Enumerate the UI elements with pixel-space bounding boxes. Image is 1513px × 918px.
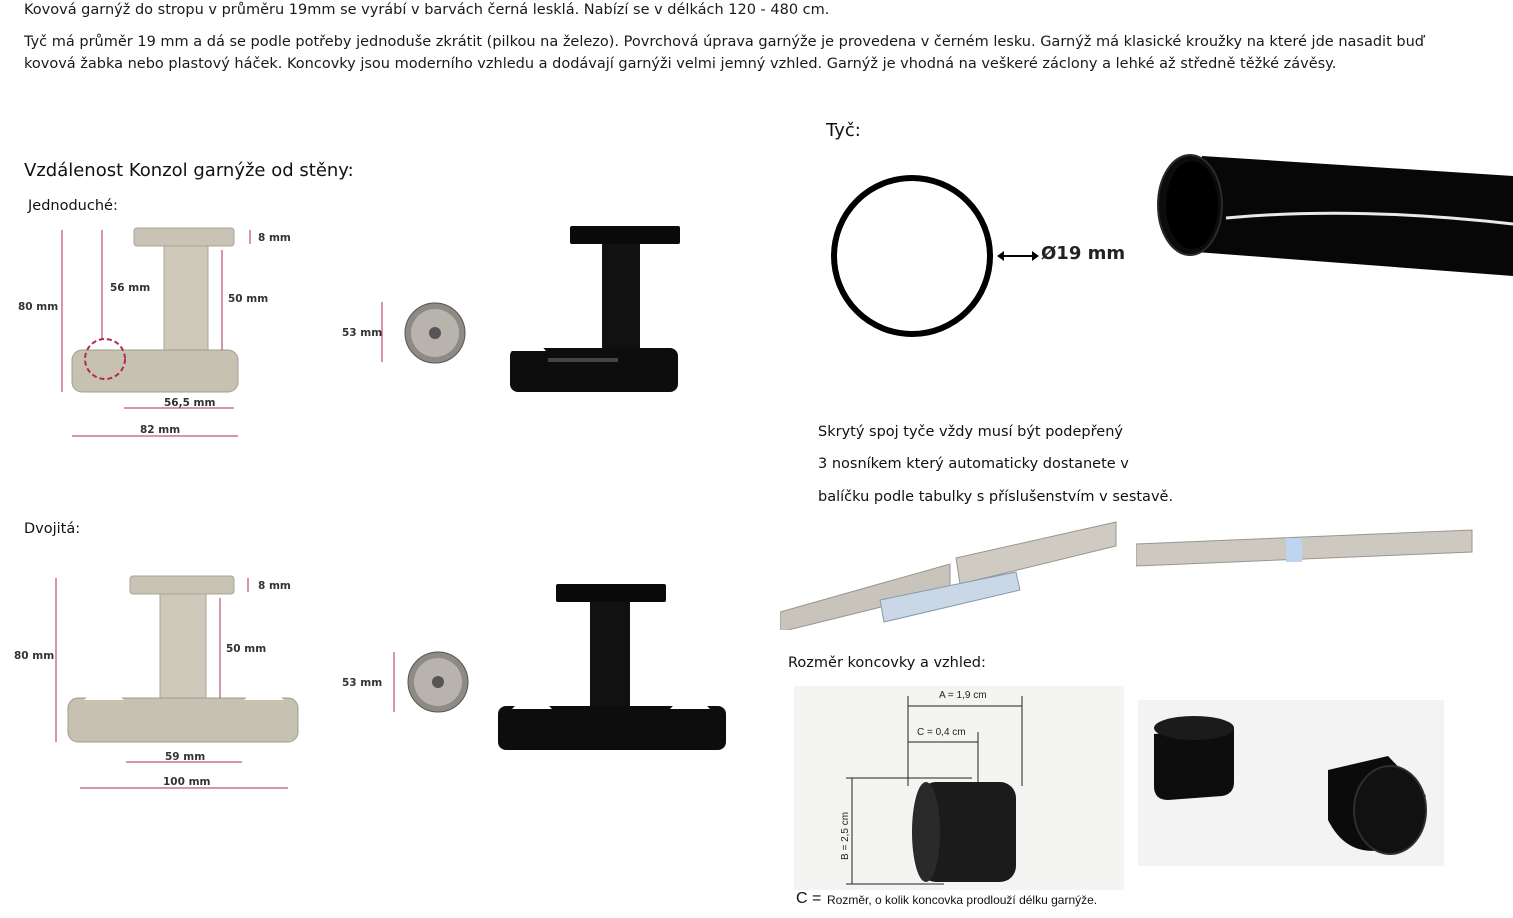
joint-note-line-3: balíčku podle tabulky s příslušenstvím v sestavě.	[818, 489, 1174, 505]
double-dim-80: 80 mm	[14, 650, 55, 662]
endcap-caption-prefix: C =	[796, 890, 822, 907]
rod-joint-closed-photo	[1136, 528, 1474, 582]
intro-line-2: Tyč má průměr 19 mm a dá se podle potřeby jednoduše zkrátit (pilkou na železo). Povrchová úprava garnýže je provedena v černém lesku. Garnýž má klasické kroužky na které jde nasadit buď kovová žabka nebo plastový háček. Koncovky jsou moderního vzhledu a dodávají garnýži velmi jemný vzhled. Garnýž je vhodná na veškeré záclony a lehké až středně těžké závěsy.	[24, 34, 1424, 72]
single-dim-80: 80 mm	[18, 301, 59, 313]
rod-heading: Tyč:	[826, 120, 861, 141]
endcap-heading: Rozměr koncovky a vzhled:	[788, 655, 986, 671]
double-dim-59: 59 mm	[165, 751, 206, 763]
rod-diameter-label: Ø19 mm	[1041, 243, 1126, 264]
endcap-dimension-diagram	[794, 686, 1124, 890]
intro-line-1: Kovová garnýž do stropu v průměru 19mm se vyrábí v barvách černá lesklá. Nabízí se v délkách 120 - 480 cm.	[24, 2, 830, 18]
endcap-product-photo	[1138, 700, 1444, 866]
endcap-dim-c: C = 0,4 cm	[917, 727, 966, 738]
double-bracket-diagram	[8, 570, 472, 806]
double-bracket-label: Dvojitá:	[24, 521, 81, 537]
diameter-arrow-icon	[996, 246, 1040, 266]
single-dim-56-5: 56,5 mm	[164, 397, 216, 409]
double-dim-50: 50 mm	[226, 643, 267, 655]
joint-note-line-2: 3 nosníkem který automaticky dostanete v	[818, 456, 1129, 472]
endcap-dim-b: B = 2,5 cm	[840, 811, 851, 860]
single-dim-8: 8 mm	[258, 232, 291, 244]
brackets-heading: Vzdálenost Konzol garnýže od stěny:	[24, 160, 354, 181]
joint-note-line-1: Skrytý spoj tyče vždy musí být podepřený	[818, 424, 1123, 440]
single-bracket-diagram	[12, 222, 468, 454]
single-dim-56: 56 mm	[110, 282, 151, 294]
rod-cross-section-diagram	[826, 172, 996, 342]
rod-joint-open-photo	[780, 518, 1118, 630]
endcap-dim-a: A = 1,9 cm	[939, 690, 987, 701]
double-bracket-black-photo	[496, 584, 728, 754]
black-rod-photo	[1156, 148, 1513, 280]
double-dim-8: 8 mm	[258, 580, 291, 592]
single-dim-50: 50 mm	[228, 293, 269, 305]
single-dim-53: 53 mm	[342, 327, 383, 339]
double-dim-53: 53 mm	[342, 677, 383, 689]
single-bracket-black-photo	[508, 226, 684, 396]
single-dim-82: 82 mm	[140, 424, 181, 436]
single-bracket-label: Jednoduché:	[28, 198, 118, 214]
double-dim-100: 100 mm	[163, 776, 211, 788]
endcap-caption: Rozměr, o kolik koncovka prodlouží délku garnýže.	[827, 893, 1098, 907]
